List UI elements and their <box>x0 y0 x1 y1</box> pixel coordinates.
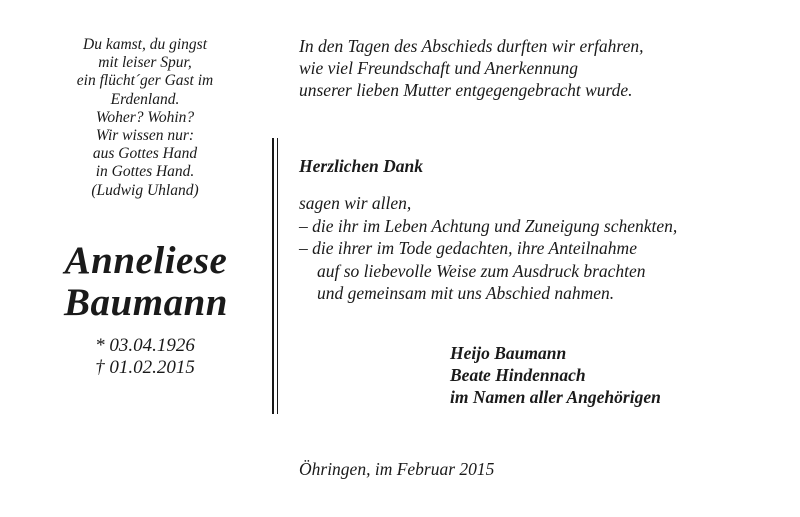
deceased-name <box>34 240 258 324</box>
poem-line: Erdenland. <box>110 90 180 108</box>
signature-name: Heijo Baumann <box>450 343 567 363</box>
signature-note: im Namen aller Angehörigen <box>450 387 661 407</box>
signatures <box>450 342 770 408</box>
poem-line: aus Gottes Hand <box>92 145 198 163</box>
vertical-divider <box>272 138 278 414</box>
thanks-line: auf so liebevolle Weise zum Ausdruck brachten <box>317 260 646 281</box>
thanks-line: – die ihr im Leben Achtung und Zuneigung schenkten, <box>299 215 678 236</box>
poem-line: ein flücht´ger Gast im <box>76 72 214 90</box>
thanks-line: und gemeinsam mit uns Abschied nahmen. <box>317 283 615 303</box>
poem-line: Woher? Wohin? <box>95 108 195 126</box>
intro-text <box>299 35 769 101</box>
poem-line: Wir wissen nur: <box>95 127 195 145</box>
death-date: † 01.02.2015 <box>95 357 195 378</box>
signature-name: Beate Hindennach <box>450 365 586 385</box>
life-dates <box>60 335 230 379</box>
poem-attribution: (Ludwig Uhland) <box>91 181 199 199</box>
poem-line: in Gottes Hand. <box>95 163 195 181</box>
poem-quote <box>52 36 238 200</box>
poem-line: mit leiser Spur, <box>98 54 192 72</box>
deceased-last-name: Baumann <box>64 281 228 324</box>
thanks-heading: Herzlichen Dank <box>299 156 423 176</box>
poem-line: Du kamst, du gingst <box>83 36 207 53</box>
place-date: Öhringen, im Februar 2015 <box>299 459 495 479</box>
deceased-first-name: Anneliese <box>64 239 228 282</box>
intro-line: unserer lieben Mutter entgegengebracht wurde. <box>299 80 633 100</box>
birth-date: * 03.04.1926 <box>95 335 195 356</box>
intro-line: In den Tagen des Abschieds durften wir erfahren, <box>299 36 644 56</box>
thanks-line: – die ihrer im Tode gedachten, ihre Anteilnahme <box>299 238 637 258</box>
thanks-line: sagen wir allen, <box>299 193 412 213</box>
intro-line: wie viel Freundschaft und Anerkennung <box>299 58 578 78</box>
thanks-text <box>299 192 779 305</box>
